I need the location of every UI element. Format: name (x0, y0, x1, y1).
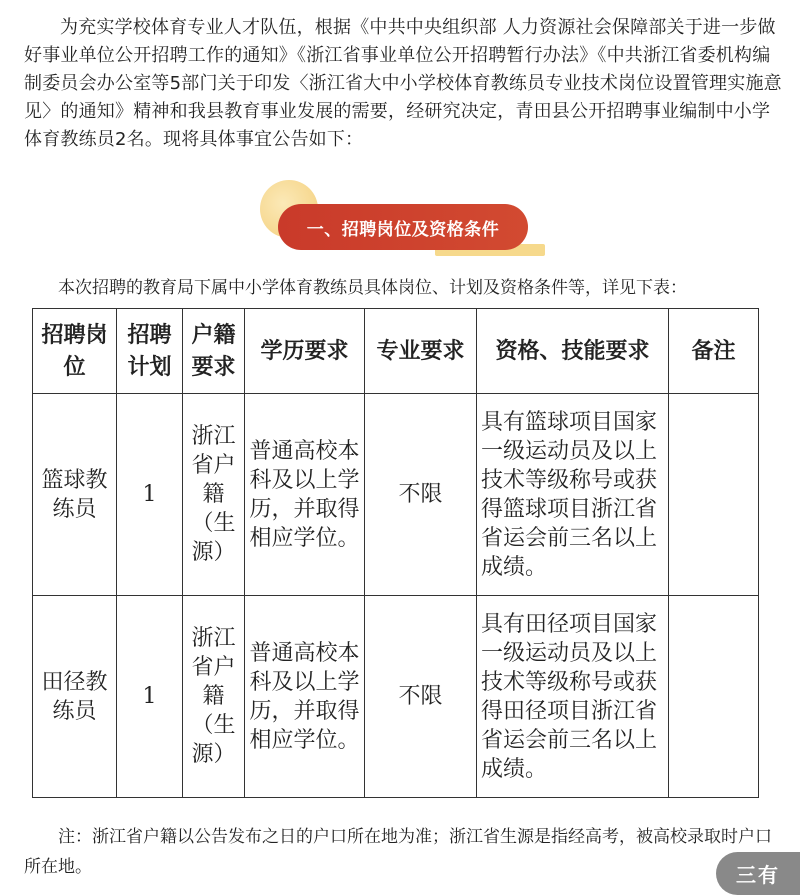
cell-plan: 1 (117, 394, 183, 596)
table-header-row (33, 309, 759, 394)
header-education: 学历要求 (245, 309, 365, 394)
cell-post: 篮球教练员 (33, 394, 117, 596)
footnote: 注：浙江省户籍以公告发布之日的户口所在地为准；浙江省生源是指经高考，被高校录取时户口所在地。 (24, 827, 772, 877)
cell-education: 普通高校本科及以上学历，并取得相应学位。 (245, 596, 365, 798)
header-major: 专业要求 (365, 309, 477, 394)
cell-major: 不限 (365, 394, 477, 596)
section-heading-banner (260, 180, 560, 260)
cell-remarks (669, 596, 759, 798)
cell-hukou: 浙江省户籍（生源） (183, 394, 245, 596)
cell-remarks (669, 394, 759, 596)
watermark-badge[interactable]: 三有 (716, 852, 800, 895)
header-remarks: 备注 (669, 309, 759, 394)
cell-plan: 1 (117, 596, 183, 798)
intro-paragraph: 为充实学校体育专业人才队伍，根据《中共中央组织部 人力资源社会保障部关于进一步做好事业单位公开招聘工作的通知》《浙江省事业单位公开招聘暂行办法》《中共浙江省委机构编制委员会办公室等5部门关于印发〈浙江省大中小学校体育教练员专业技术岗位设置管理实施意见〉的通知》精神和我县教育事业发展的需要，经研究决定，青田县公开招聘事业编制中小学体育教练员2名。现将具体事宜公告如下： (24, 17, 782, 150)
recruitment-table (32, 308, 759, 798)
header-qualification: 资格、技能要求 (477, 309, 669, 394)
table-intro-text: 本次招聘的教育局下属中小学体育教练员具体岗位、计划及资格条件等，详见下表： (58, 278, 687, 298)
cell-post: 田径教练员 (33, 596, 117, 798)
cell-major: 不限 (365, 596, 477, 798)
header-post: 招聘岗位 (33, 309, 117, 394)
table-row (33, 394, 759, 596)
header-hukou: 户籍要求 (183, 309, 245, 394)
section-heading: 一、招聘岗位及资格条件 (278, 204, 528, 250)
cell-qualification: 具有田径项目国家一级运动员及以上技术等级称号或获得田径项目浙江省省运会前三名以上成绩。 (477, 596, 669, 798)
cell-qualification: 具有篮球项目国家一级运动员及以上技术等级称号或获得篮球项目浙江省省运会前三名以上成绩。 (477, 394, 669, 596)
header-plan: 招聘计划 (117, 309, 183, 394)
table-row (33, 596, 759, 798)
cell-education: 普通高校本科及以上学历，并取得相应学位。 (245, 394, 365, 596)
cell-hukou: 浙江省户籍（生源） (183, 596, 245, 798)
